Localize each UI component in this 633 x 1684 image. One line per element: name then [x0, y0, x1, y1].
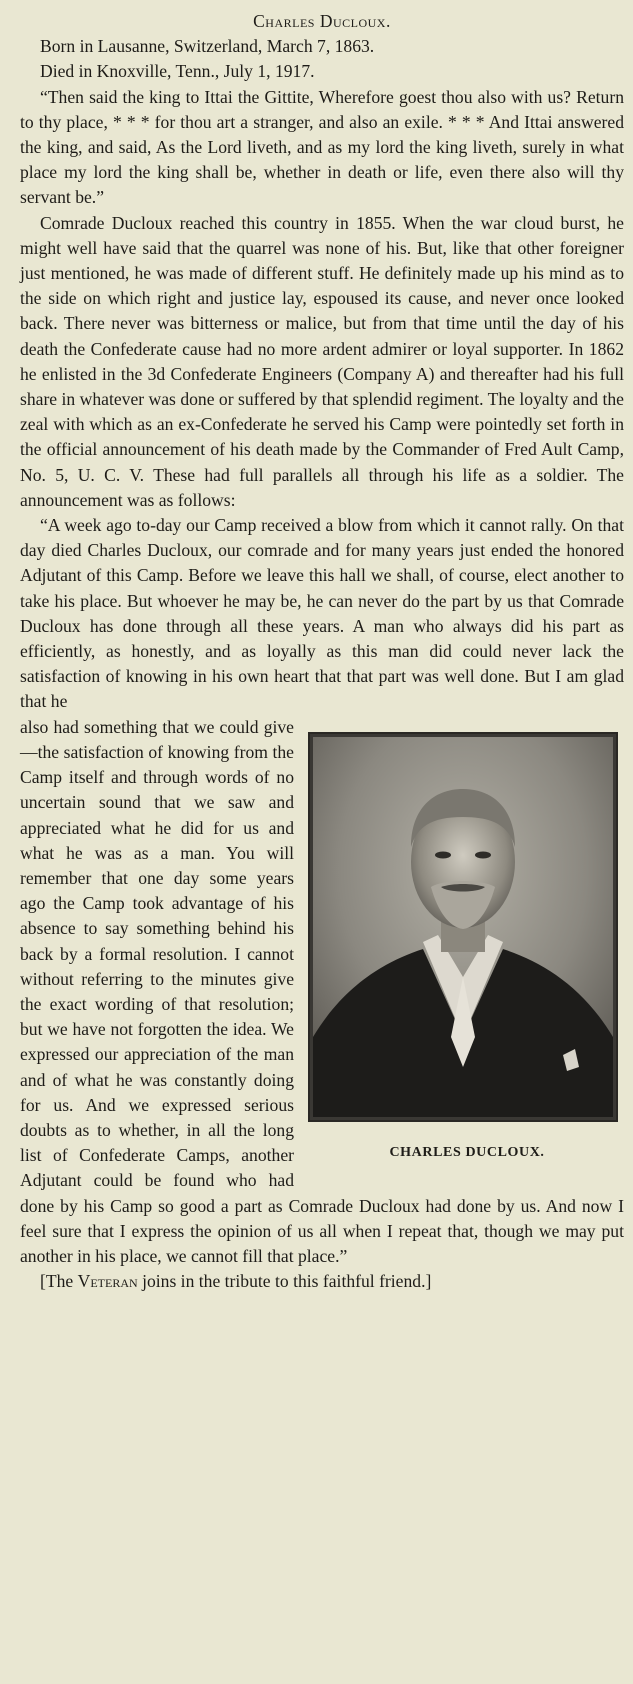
portrait-photo: [308, 732, 618, 1122]
biography-paragraph: Comrade Ducloux reached this country in 1855. When the war cloud burst, he might well have said that the quarrel was none of his. But, like that other foreigner just mentioned, he was made of different stuff. He definitely made up his mind as to the side on which right and justice lay, espoused its cause, and never once looked back. There never was bitterness or malice, but from that time until the day of his death the Confederate cause had no more ardent admirer or loyal supporter. In 1862 he enlisted in the 3d Confederate Engineers (Company A) and thereafter had his full share in whatever was done or suffered by that splendid regiment. The loyalty and the zeal with which as an ex-Confederate he served his Camp were pointedly set forth in the official announcement of his death made by the Commander of Fred Ault Camp, No. 5, U. C. V. These had full parallels all through his life as a soldier. The announcement was as follows:: [20, 212, 624, 510]
announcement-quote-start: “A week ago to-day our Camp received a blow from which it cannot rally. On that day died Charles Ducloux, our comrade and for many years just ended the honored Adjutant of this Camp. Before we leave this hall we shall, of course, elect another to take his place. But whoever he may be, he can never do the part by us that Comrade Ducloux has done through all these years. A man who always did his part as efficiently, as honestly, and as loyally as this man did could never lack the satisfaction of knowing in his own heart that that part was well done. But I am glad that he: [20, 515, 624, 712]
closing-note-start: [The: [40, 1271, 78, 1292]
closing-note: [20, 1269, 624, 1294]
portrait-figure: [308, 732, 626, 1165]
death-line: Died in Knoxville, Tenn., July 1, 1917.: [40, 61, 315, 82]
article-title: Charles Ducloux.: [253, 11, 391, 31]
birth-line: Born in Lausanne, Switzerland, March 7, 1863.: [40, 36, 375, 57]
announcement-quote-continued: also had something that we could give—the satisfaction of knowing from the Camp itself and through words of no uncertain sound that we saw and appreciated what he did for us and what he was as a man. You will remember that one day some years ago the Camp took advantage of his absence to say something behind his back by a formal resolution. I cannot without referring to the minutes give the exact wording of that resolution; but we have not forgotten the idea. We expressed our appreciation of the man and of what he was constantly doing for us. And we expressed serious doubts as to whether, in all the long list of Confederate Camps, another Adjutant could be found who had done by his Camp so good a part as Comrade Ducloux had done by us. And now I feel sure that I express the opinion of us all when I repeat that, though we may put another in his place, we cannot fill that place.”: [20, 716, 624, 1266]
article: [20, 9, 624, 1294]
portrait-image: [313, 737, 613, 1117]
closing-note-end: joins in the tribute to this faithful friend.]: [137, 1271, 432, 1292]
veteran-name: Veteran: [77, 1271, 138, 1292]
scripture-quote: “Then said the king to Ittai the Gittite, Wherefore goest thou also with us? Return to thy place, * * * for thou art a stranger, and also an exile. * * * And Ittai answered the king, and said, As the Lord liveth, and as my lord the king liveth, surely in what place my lord the king shall be, whether in death or life, even there also will thy servant be.”: [20, 86, 624, 208]
portrait-caption: CHARLES DUCLOUX.: [389, 1144, 545, 1160]
